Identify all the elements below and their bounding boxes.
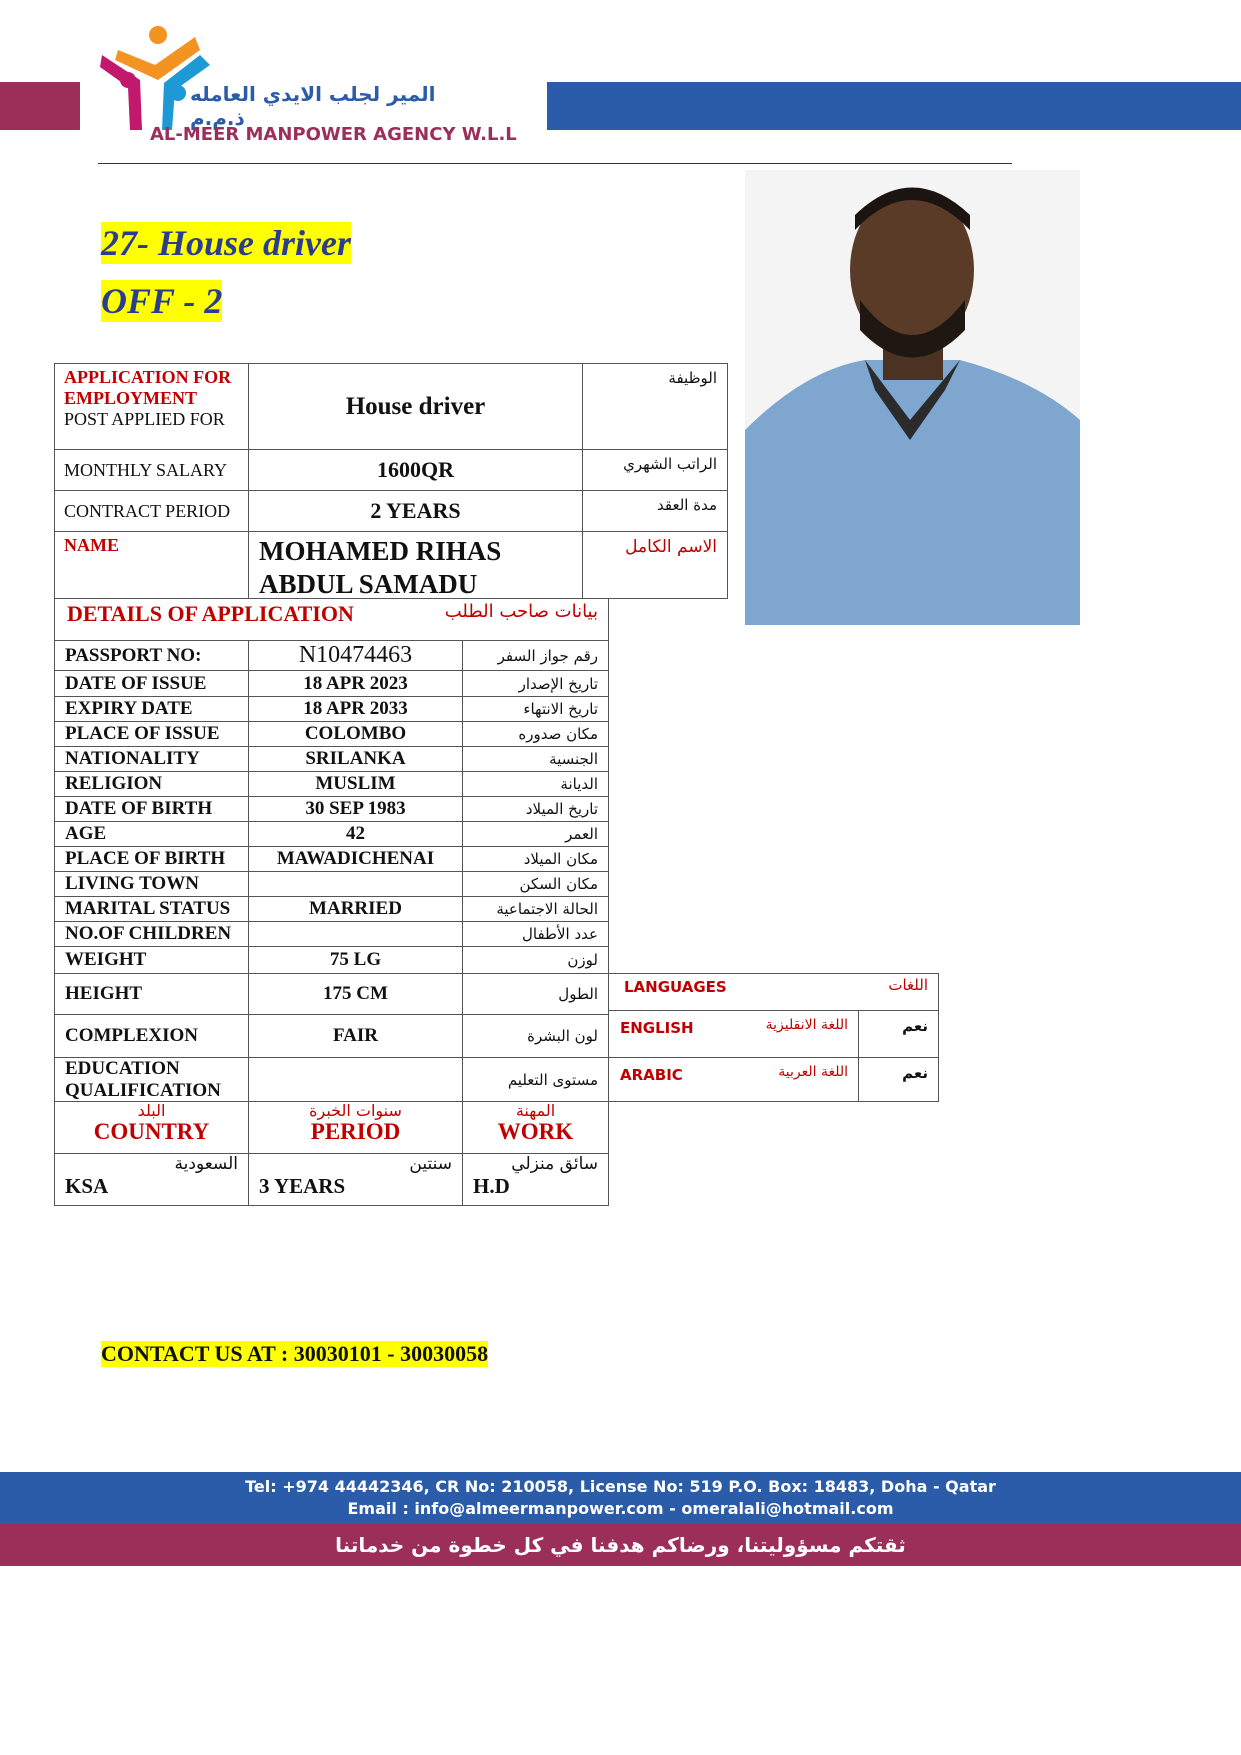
detail-value-text: MARRIED — [309, 898, 402, 919]
detail-value — [248, 871, 463, 897]
detail-label — [54, 921, 249, 947]
experience-value-ar: سنتين — [409, 1154, 452, 1174]
detail-arabic-text: الحالة الاجتماعية — [496, 900, 598, 918]
salary-label: MONTHLY SALARY — [54, 449, 249, 491]
detail-arabic-text: الطول — [558, 985, 598, 1003]
application-for-employment-label: APPLICATION FOR EMPLOYMENT — [64, 367, 232, 408]
detail-arabic-text: تاريخ الانتهاء — [523, 700, 598, 718]
footer-slogan: ثقتكم مسؤوليتنا، ورضاكم هدفنا في كل خطوة من خدماتنا — [335, 1533, 906, 1557]
detail-arabic-label — [462, 973, 609, 1015]
contact-line: CONTACT US AT : 30030101 - 30030058 — [101, 1341, 489, 1366]
detail-value — [248, 796, 463, 822]
experience-header-en: WORK — [497, 1119, 574, 1144]
detail-value — [248, 670, 463, 697]
experience-header-en: PERIOD — [310, 1119, 401, 1144]
detail-arabic-text: مستوى التعليم — [507, 1070, 598, 1089]
header-maroon-bar — [0, 82, 80, 130]
detail-value — [248, 921, 463, 947]
detail-arabic-text: مكان السكن — [519, 875, 598, 893]
language-name-en: ENGLISH — [620, 1019, 694, 1037]
detail-arabic-label — [462, 771, 609, 797]
detail-label-text: RELIGION — [65, 773, 163, 794]
detail-value — [248, 896, 463, 922]
detail-arabic-text: تاريخ الميلاد — [525, 800, 598, 818]
header-divider — [98, 163, 1012, 164]
language-level: نعم — [858, 1010, 939, 1058]
detail-value-text: MAWADICHENAI — [276, 848, 435, 869]
detail-arabic-text: لون البشرة — [527, 1027, 598, 1045]
detail-label — [54, 696, 249, 722]
detail-label-text: PLACE OF BIRTH — [65, 848, 226, 869]
off-label: OFF - 2 — [101, 281, 223, 321]
detail-label-text: LIVING TOWN — [65, 873, 199, 894]
detail-label-text: NO.OF CHILDREN — [65, 923, 232, 944]
detail-value — [248, 846, 463, 872]
job-title: 27- House driver — [101, 223, 351, 263]
detail-arabic-label — [462, 696, 609, 722]
detail-value-text: N10474463 — [298, 642, 413, 668]
detail-label-text: MARITAL STATUS — [65, 898, 231, 919]
detail-value-text: SRILANKA — [305, 748, 406, 769]
name-label: NAME — [54, 531, 249, 599]
languages-title-ar: اللغات — [888, 976, 928, 994]
experience-value-ar: سائق منزلي — [511, 1154, 598, 1174]
detail-arabic-text: لوزن — [567, 951, 598, 969]
detail-arabic-text: مكان الميلاد — [523, 850, 598, 868]
name-value-cell — [248, 531, 583, 599]
footer-contact-bar — [0, 1472, 1241, 1524]
language-name-en: ARABIC — [620, 1066, 683, 1084]
contract-arabic-label: مدة العقد — [582, 490, 728, 532]
contract-label: CONTRACT PERIOD — [54, 490, 249, 532]
detail-value-text: MUSLIM — [315, 773, 396, 794]
detail-value — [248, 821, 463, 847]
detail-arabic-label — [462, 1057, 609, 1102]
experience-header — [54, 1101, 249, 1154]
detail-value-text: FAIR — [332, 1025, 379, 1046]
detail-label-text: HEIGHT — [65, 983, 143, 1004]
name-line-1: MOHAMED RIHAS — [259, 536, 502, 566]
detail-arabic-label — [462, 640, 609, 671]
detail-arabic-text: الديانة — [560, 775, 598, 793]
experience-value: KSA — [65, 1174, 109, 1198]
detail-arabic-text: العمر — [565, 825, 598, 843]
detail-value — [248, 1014, 463, 1058]
detail-label — [54, 896, 249, 922]
detail-label-text: DATE OF ISSUE — [65, 672, 207, 694]
detail-label — [54, 821, 249, 847]
contract-value: 2 YEARS — [248, 490, 583, 532]
salary-value: 1600QR — [248, 449, 583, 491]
detail-value-text: 18 APR 2023 — [303, 672, 408, 694]
detail-label — [54, 640, 249, 671]
experience-header-ar: سنوات الخبرة — [309, 1101, 402, 1120]
detail-value — [248, 973, 463, 1015]
detail-label — [54, 746, 249, 772]
detail-label — [54, 846, 249, 872]
experience-header-ar: البلد — [137, 1101, 166, 1120]
detail-label-text: EDUCATION QUALIFICATION — [65, 1057, 221, 1101]
experience-cell — [462, 1153, 609, 1206]
detail-arabic-label — [462, 796, 609, 822]
experience-header-en: COUNTRY — [93, 1119, 210, 1144]
applicant-photo — [745, 170, 1080, 625]
footer-address: Tel: +974 44442346, CR No: 210058, License No: 519 P.O. Box: 18483, Doha - Qatar — [245, 1477, 996, 1496]
detail-arabic-label — [462, 670, 609, 697]
detail-value — [248, 946, 463, 974]
header-blue-bar — [547, 82, 1241, 130]
footer-slogan-bar — [0, 1524, 1241, 1566]
detail-arabic-text: رقم جواز السفر — [497, 646, 598, 665]
detail-value — [248, 640, 463, 671]
post-value-cell — [248, 363, 583, 450]
detail-arabic-label — [462, 896, 609, 922]
experience-header-ar: المهنة — [515, 1101, 556, 1120]
detail-arabic-label — [462, 821, 609, 847]
languages-header — [608, 973, 939, 1011]
detail-arabic-label — [462, 846, 609, 872]
detail-arabic-label — [462, 946, 609, 974]
detail-value-text: 175 CM — [323, 983, 388, 1004]
detail-value-text: COLOMBO — [304, 723, 407, 744]
post-label-cell — [54, 363, 249, 450]
details-title-cell — [54, 598, 609, 641]
detail-value — [248, 696, 463, 722]
experience-header — [248, 1101, 463, 1154]
detail-label — [54, 871, 249, 897]
detail-arabic-text: مكان صدوره — [518, 725, 598, 743]
detail-label — [54, 973, 249, 1015]
language-name-ar: اللغة الانقليزية — [765, 1017, 848, 1033]
language-name-ar: اللغة العربية — [778, 1064, 848, 1080]
detail-label-text: EXPIRY DATE — [65, 698, 193, 719]
detail-label-text: PLACE OF ISSUE — [65, 723, 220, 744]
detail-label — [54, 796, 249, 822]
detail-label-text: WEIGHT — [65, 949, 147, 970]
detail-value-text: 18 APR 2033 — [303, 698, 408, 719]
detail-arabic-text: تاريخ الإصدار — [518, 674, 598, 693]
language-level: نعم — [858, 1057, 939, 1102]
detail-label — [54, 1014, 249, 1058]
detail-label — [54, 946, 249, 974]
detail-value-text: 75 LG — [329, 949, 382, 970]
detail-value — [248, 746, 463, 772]
experience-value: H.D — [473, 1174, 510, 1198]
details-title-en: DETAILS OF APPLICATION — [67, 601, 354, 626]
detail-value-text: 30 SEP 1983 — [305, 798, 406, 819]
detail-arabic-label — [462, 871, 609, 897]
detail-arabic-text: عدد الأطفال — [522, 925, 598, 943]
name-arabic-label: الاسم الكامل — [582, 531, 728, 599]
detail-label — [54, 721, 249, 747]
company-name-english: AL-MEER MANPOWER AGENCY W.L.L — [150, 124, 517, 145]
detail-label — [54, 1057, 249, 1102]
experience-cell — [248, 1153, 463, 1206]
post-arabic-label: الوظيفة — [582, 363, 728, 450]
language-row — [608, 1057, 859, 1102]
footer-email: Email : info@almeermanpower.com - omeralali@hotmail.com — [347, 1499, 894, 1518]
detail-label-text: AGE — [65, 823, 107, 844]
details-title-ar: بيانات صاحب الطلب — [444, 601, 598, 622]
detail-label-text: COMPLEXION — [65, 1025, 198, 1046]
post-applied-label: POST APPLIED FOR — [64, 409, 225, 429]
detail-value — [248, 721, 463, 747]
salary-arabic-label: الراتب الشهري — [582, 449, 728, 491]
detail-label — [54, 670, 249, 697]
detail-label-text: DATE OF BIRTH — [65, 798, 213, 819]
experience-header — [462, 1101, 609, 1154]
detail-value — [248, 1057, 463, 1102]
detail-label-text: NATIONALITY — [65, 748, 200, 769]
detail-arabic-label — [462, 1014, 609, 1058]
experience-cell — [54, 1153, 249, 1206]
experience-value: 3 YEARS — [259, 1174, 346, 1198]
post-value: House driver — [345, 392, 486, 420]
detail-label — [54, 771, 249, 797]
detail-arabic-label — [462, 746, 609, 772]
detail-value-text: 42 — [346, 823, 365, 844]
detail-arabic-label — [462, 921, 609, 947]
language-row — [608, 1010, 859, 1058]
detail-arabic-label — [462, 721, 609, 747]
experience-value-ar: السعودية — [174, 1154, 238, 1174]
detail-label-text: PASSPORT NO: — [65, 644, 202, 666]
company-name-arabic: المير لجلب الايدي العامله ذ.م.م — [190, 82, 436, 130]
name-line-2: ABDUL SAMADU — [259, 569, 478, 599]
languages-title-en: LANGUAGES — [624, 978, 727, 996]
detail-value — [248, 771, 463, 797]
detail-arabic-text: الجنسية — [549, 750, 598, 768]
